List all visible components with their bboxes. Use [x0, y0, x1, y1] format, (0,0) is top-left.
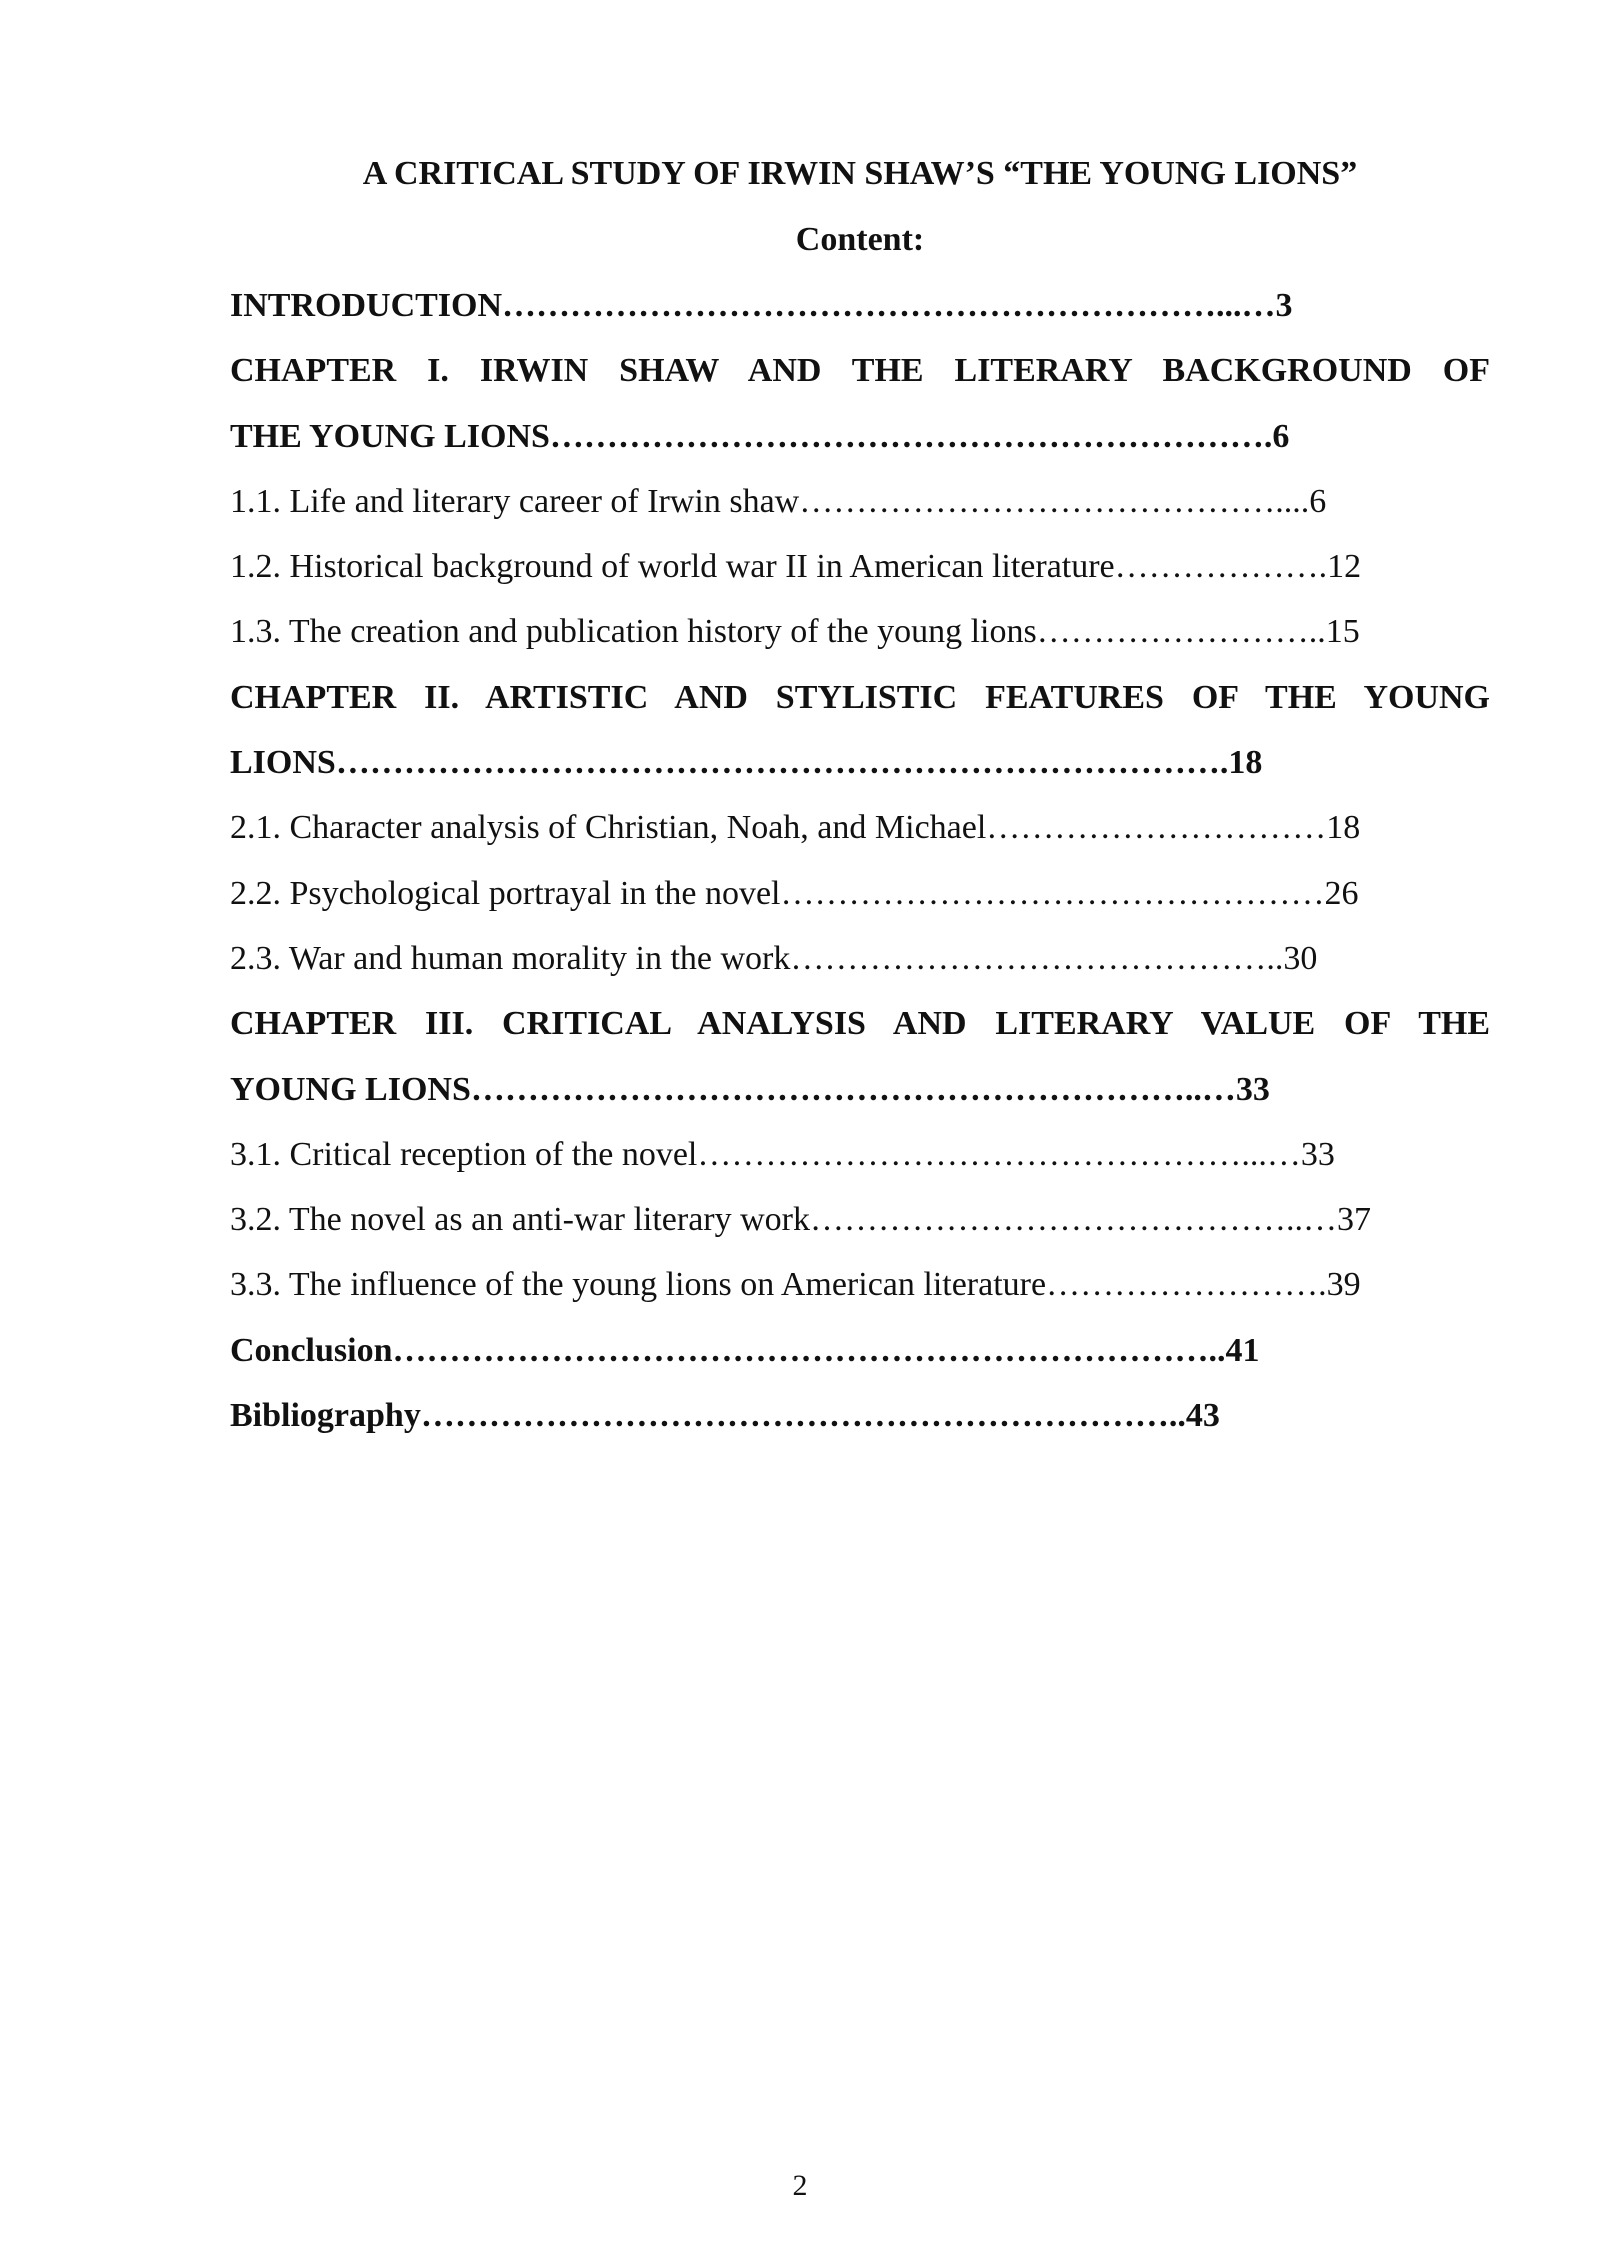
toc-entry-chapter-1-line-1: CHAPTER I. IRWIN SHAW AND THE LITERARY BACKGROUND OF	[230, 352, 1490, 390]
toc-entry-chapter-2-line-1: CHAPTER II. ARTISTIC AND STYLISTIC FEATURES OF THE YOUNG	[230, 678, 1490, 716]
toc-entry-3-2: 3.2. The novel as an anti-war literary work……………………………………..…37	[230, 1201, 1372, 1239]
toc-entry-2-3: 2.3. War and human morality in the work……………………………………..30	[230, 939, 1318, 977]
toc-entry-2-2: 2.2. Psychological portrayal in the novel…………………………………………26	[230, 874, 1359, 912]
toc-entry-1-2: 1.2. Historical background of world war II in American literature……………….12	[230, 548, 1362, 586]
toc-entry-conclusion: Conclusion………………………………………………………………..41	[230, 1331, 1260, 1369]
document-title: A CRITICAL STUDY OF IRWIN SHAW’S “THE YOUNG LIONS”	[362, 155, 1358, 192]
toc-entry-1-3: 1.3. The creation and publication history of the young lions……………………..15	[230, 613, 1360, 651]
toc-entry-chapter-3-line-1: CHAPTER III. CRITICAL ANALYSIS AND LITERARY VALUE OF THE	[230, 1005, 1490, 1043]
toc-entry-bibliography: Bibliography…………………………………………………………..43	[230, 1397, 1220, 1435]
toc-entry-chapter-2-line-2: LIONS…………………………………………………………………….18	[230, 744, 1263, 782]
toc-entry-1-1: 1.1. Life and literary career of Irwin shaw……………………………………....6	[230, 482, 1327, 520]
toc-entry-3-3: 3.3. The influence of the young lions on American literature…………………….39	[230, 1266, 1361, 1304]
table-of-contents	[230, 278, 1490, 1453]
toc-entry-chapter-1-line-2: THE YOUNG LIONS……………………………………………………….6	[230, 417, 1290, 455]
page-number: 2	[792, 2169, 808, 2202]
toc-entry-chapter-3-line-2: YOUNG LIONS………………………………………………………..…33	[230, 1070, 1270, 1108]
toc-entry-3-1: 3.1. Critical reception of the novel…………………………………………...…33	[230, 1135, 1335, 1173]
toc-entry-introduction: INTRODUCTION………………………………………………………...…3	[230, 287, 1293, 324]
toc-heading: Content:	[795, 221, 925, 258]
toc-entry-2-1: 2.1. Character analysis of Christian, Noah, and Michael…………………………18	[230, 809, 1361, 847]
